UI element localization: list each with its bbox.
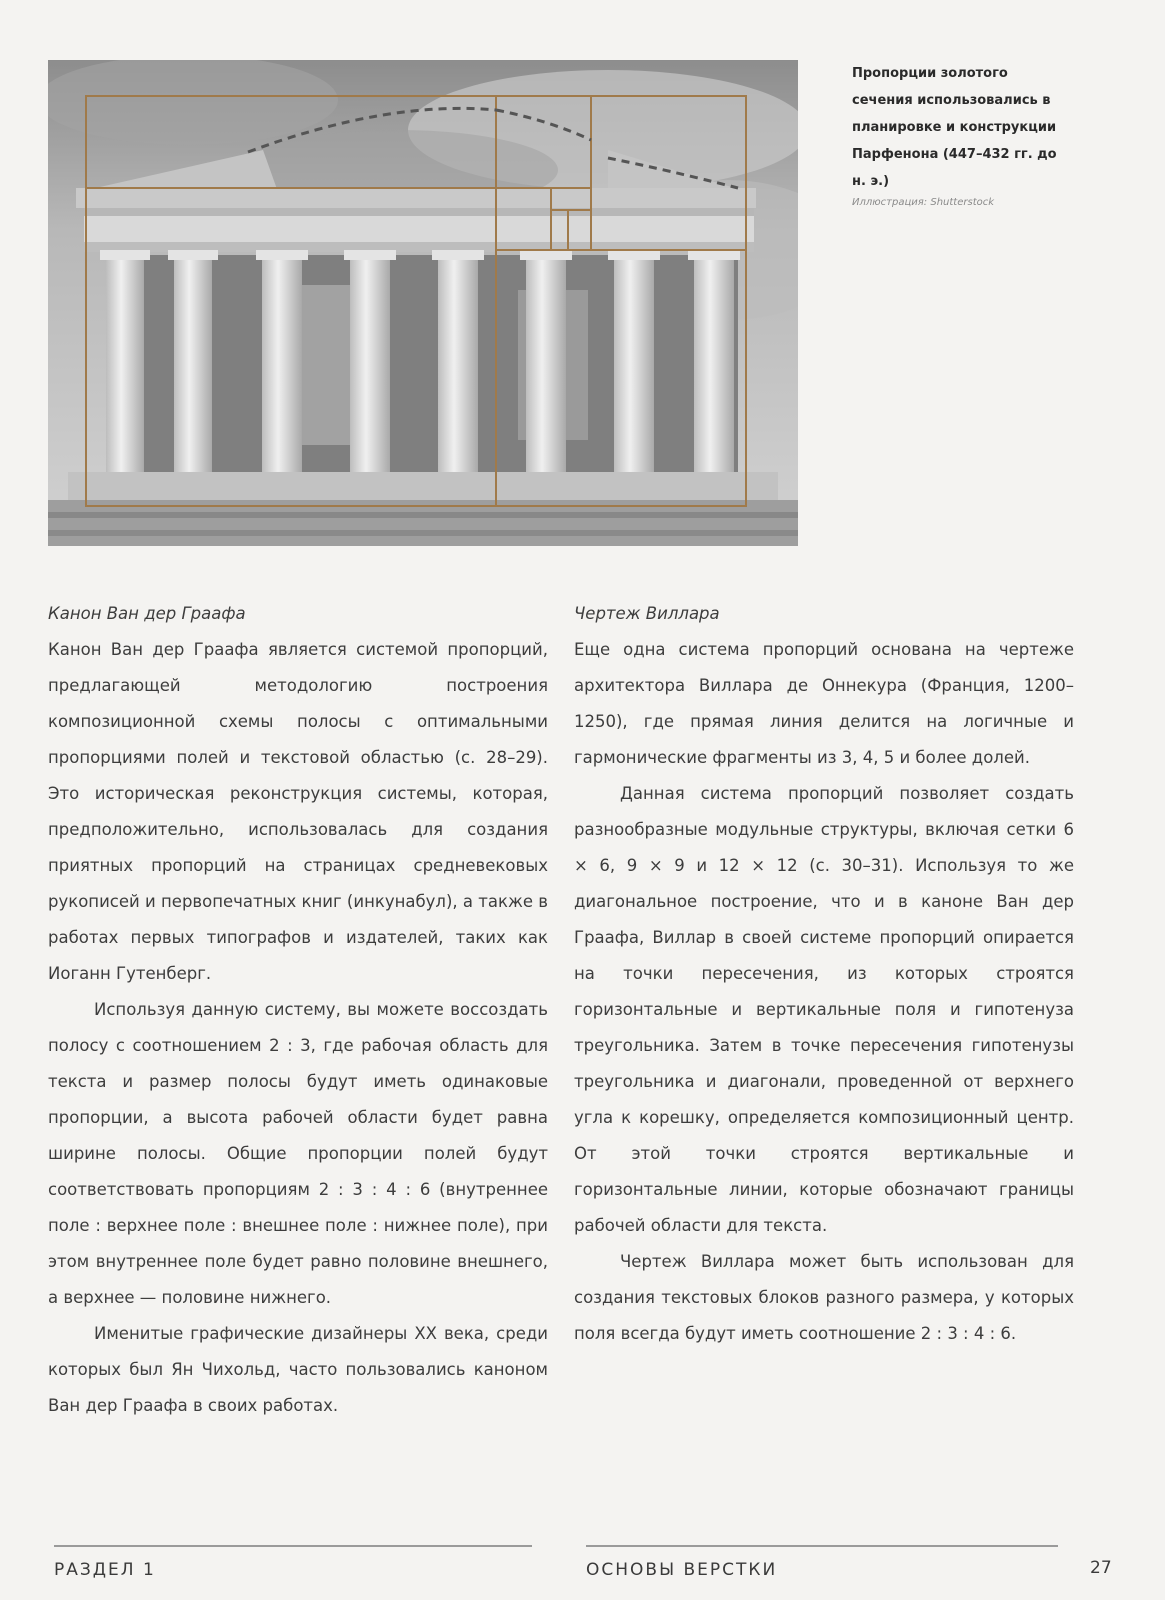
footer-section: РАЗДЕЛ 1 [54,1560,156,1580]
paragraph: Данная система пропорций позволяет создать разнообразные модульные структуры, включая сетки 6 × 6, 9 × 9 и 12 × 12 (с. 30–31). Используя то же диагональное построение, что и в каноне Ван дер Граафа, Виллар в своей системе пропорций опирается на точки пересечения, из которых строятся горизонтальные и вертикальные поля и гипотенуза треугольника. Затем в точке пересечения гипотенузы треугольника и диагонали, проведенной от верхнего угла к корешку, определяется композиционный центр. От этой точки строятся вертикальные и горизонтальные линии, которые обозначают границы рабочей области для текста. [574,784,1074,1235]
paragraph: Канон Ван дер Граафа является системой пропорций, предлагающей методологию построения композиционной схемы полосы с оптимальными пропорциями полей и текстовой областью (с. 28–29). Это историческая реконструкция системы, которая, предположительно, использовалась для создания приятных пропорций на страницах средневековых рукописей и первопечатных книг (инкунабул), а также в работах первых типографов и издателей, таких как Иоганн Гутенберг. [48,640,548,983]
caption-title: Пропорции золотого сечения использовались в планировке и конструкции Парфенона (447–432 гг. до н. э.) [852,66,1057,189]
photo-caption [852,60,1072,211]
paragraph: Используя данную систему, вы можете воссоздать полосу с соотношением 2 : 3, где рабочая область для текста и размер полосы будут иметь одинаковые пропорции, а высота рабочей области будет равна ширине полосы. Общие пропорции полей будут соответствовать пропорциям 2 : 3 : 4 : 6 (внутреннее поле : верхнее поле : внешнее поле : нижнее поле), при этом внутреннее поле будет равно половине внешнего, а верхнее — половине нижнего. [48,1000,548,1307]
caption-credit: Иллюстрация: Shutterstock [852,197,995,208]
left-column [48,596,548,1424]
right-column [574,596,1074,1352]
section-heading-villard: Чертеж Виллара [574,604,720,623]
paragraph: Именитые графические дизайнеры XX века, среди которых был Ян Чихольд, часто пользовались каноном Ван дер Граафа в своих работах. [48,1324,548,1415]
section-heading-van-de-graaf: Канон Ван дер Граафа [48,604,246,623]
paragraph: Еще одна система пропорций основана на чертеже архитектора Виллара де Оннекура (Франция, 1200–1250), где прямая линия делится на логичные и гармонические фрагменты из 3, 4, 5 и более долей. [574,640,1074,767]
footer-rule-left [54,1545,532,1547]
parthenon-golden-section-photo [48,60,798,546]
page-number: 27 [1090,1558,1112,1578]
footer-rule-right [586,1545,1058,1547]
paragraph: Чертеж Виллара может быть использован для создания текстовых блоков разного размера, у которых поля всегда будут иметь соотношение 2 : 3 : 4 : 6. [574,1252,1074,1343]
footer-chapter: ОСНОВЫ ВЕРСТКИ [586,1560,778,1580]
